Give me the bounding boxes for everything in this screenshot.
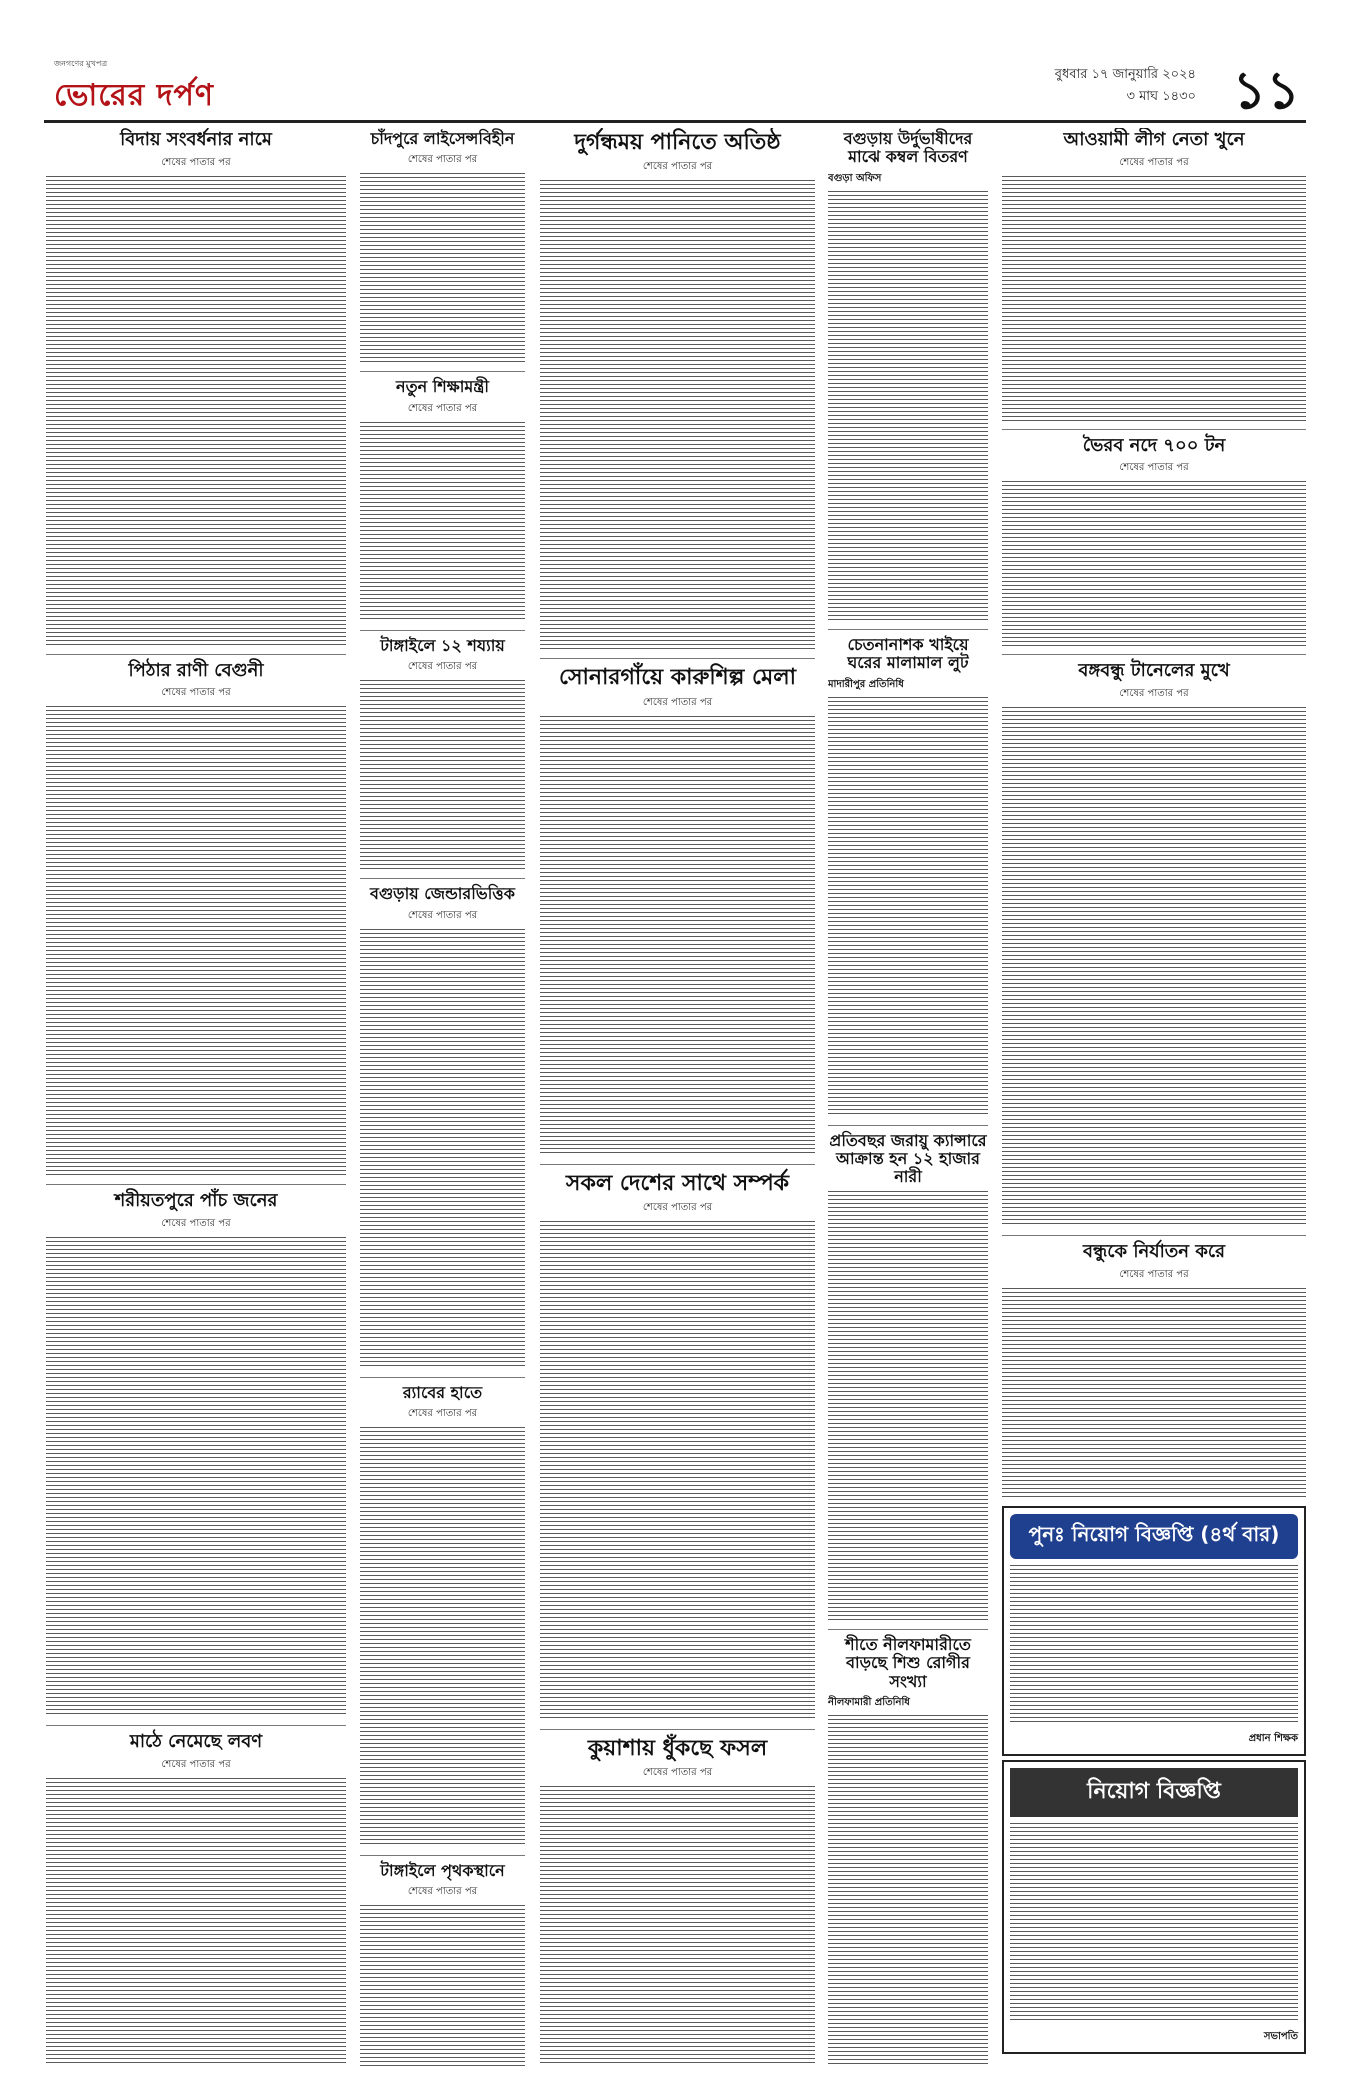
continued-label: শেষের পাতার পর [161,1218,231,1230]
article-body [828,1191,988,1621]
article [46,1732,346,2066]
continued-label: শেষের পাতার পর [161,687,231,699]
continued-label: শেষের পাতার পর [407,661,478,673]
article [360,1384,525,1847]
article [46,1191,346,1717]
date-block [1055,64,1196,108]
continued-label: শেষের পাতার পর [1119,688,1189,700]
continued-label: শেষের পাতার পর [407,909,478,921]
column-4 [828,128,988,2066]
ad-signature: সভাপতি [1263,2030,1298,2042]
headline: চাঁদপুরে লাইসেন্সবিহীন [370,129,515,148]
byline: বগুড়া অফিস [828,172,882,184]
continued-label: শেষের পাতার পর [1119,1268,1189,1280]
headline: সকল দেশের সাথে সম্পর্ক [565,1169,790,1196]
article [540,665,815,1155]
ad-title: পুনঃ নিয়োগ বিজ্ঞপ্তি (৪র্থ বার) [1010,1514,1298,1559]
continued-label: শেষের পাতার পর [642,696,713,708]
article-body [46,1778,346,2066]
headline: চেতনানাশক খাইয়ে ঘরের মালামাল লুট [847,634,969,673]
article [1002,661,1306,1227]
article-body [46,1237,346,1717]
column-1 [46,128,346,2066]
article [360,637,525,870]
continued-label: শেষের পাতার পর [161,156,231,168]
headline: বন্ধুকে নির্যাতন করে [1082,1241,1226,1263]
headline: পিঠার রাণী বেগুনী [128,659,264,681]
headline: মাঠে নেমেছে লবণ [129,1731,263,1753]
article [360,130,525,363]
continued-label: শেষের পাতার পর [642,161,713,173]
article-body [1002,481,1306,646]
headline: সোনারগাঁয়ে কারুশিল্প মেলা [559,664,796,691]
continued-label: শেষের পাতার পর [642,1767,713,1779]
article [1002,436,1306,647]
byline: নীলফামারী প্রতিনিধি [828,1696,910,1708]
masthead [44,54,1306,123]
article [828,1636,988,2066]
headline: নতুন শিক্ষামন্ত্রী [396,377,489,397]
headline: বিদায় সংবর্ধনার নামে [120,129,272,150]
logo-tagline: জনগণের মুখপত্র [54,59,108,68]
article [828,130,988,621]
article [360,1862,525,2066]
article-body [1002,1288,1306,1498]
ad-body [1010,1823,1298,2023]
headline: দুর্গন্ধময় পানিতে অতিষ্ঠ [574,129,781,155]
article [360,378,525,621]
column-5 [1002,128,1306,2066]
article-body [360,680,525,870]
article [46,661,346,1177]
headline: টাঙ্গাইলে ১২ শয্যায় [380,635,505,655]
continued-label: শেষের পাতার পর [407,154,478,166]
article [828,1132,988,1621]
ad-title: নিয়োগ বিজ্ঞপ্তি [1010,1768,1298,1817]
headline: টাঙ্গাইলে পৃথকস্থানে [380,1860,505,1880]
article-body [360,929,525,1369]
article-body [360,173,525,363]
byline: মাদারীপুর প্রতিনিধি [828,678,904,690]
article-body [360,1905,525,2066]
headline: কুয়াশায় ধুঁকছে ফসল [587,1734,768,1761]
advertisement [1002,1760,1306,2054]
date-gregorian: বুধবার ১৭ জানুয়ারি ২০২৪ [1054,67,1196,82]
page-number: ১১ [1232,61,1300,121]
article-body [540,1786,815,2066]
article-body [360,1427,525,1847]
date-bengali: ৩ মাঘ ১৪৩০ [1126,89,1196,104]
continued-label: শেষের পাতার পর [1119,462,1189,474]
headline: বগুড়ায় উর্দুভাষীদের মাঝে কম্বল বিতরণ [843,129,973,167]
continued-label: শেষের পাতার পর [1119,156,1189,168]
logo [54,58,234,114]
headline: শরীয়তপুরে পাঁচ জনের [114,1190,278,1212]
advertisement [1002,1506,1306,1756]
continued-label: শেষের পাতার পর [407,402,478,414]
article [540,1736,815,2066]
column-2 [360,128,525,2066]
continued-label: শেষের পাতার পর [407,1407,478,1419]
article-body [828,191,988,621]
article-body [540,1221,815,1721]
ad-body [1010,1565,1298,1725]
article [360,885,525,1368]
continued-label: শেষের পাতার পর [161,1758,231,1770]
logo-text: ভোরের দর্পণ [54,78,214,113]
article [46,130,346,646]
headline: আওয়ামী লীগ নেতা খুনে [1063,129,1245,150]
article [1002,130,1306,421]
article [828,636,988,1117]
article [540,1171,815,1721]
article-body [540,180,815,650]
headline: বগুড়ায় জেন্ডারভিত্তিক [370,884,515,904]
article-body [828,1715,988,2066]
continued-label: শেষের পাতার পর [407,1886,478,1898]
article-body [828,697,988,1117]
headline: র‍্যাবের হাতে [402,1382,483,1402]
headline: প্রতিবছর জরায়ু ক্যান্সারে আক্রান্ত হন ১২ হাজার নারী [829,1130,987,1187]
headline: শীতে নীলফামারীতে বাড়ছে শিশু রোগীর সংখ্যা [845,1634,971,1691]
article-body [46,706,346,1176]
article-body [360,422,525,622]
ad-signature: প্রধান শিক্ষক [1248,1732,1298,1744]
article-body [540,716,815,1156]
continued-label: শেষের পাতার পর [642,1201,713,1213]
article [540,130,815,650]
article-body [1002,176,1306,421]
headline: ভৈরব নদে ৭০০ টন [1082,434,1226,456]
headline: বঙ্গবন্ধু টানেলের মুখে [1078,660,1230,682]
article [1002,1242,1306,1498]
article-body [1002,707,1306,1227]
article-body [46,176,346,646]
column-3 [540,128,815,2066]
